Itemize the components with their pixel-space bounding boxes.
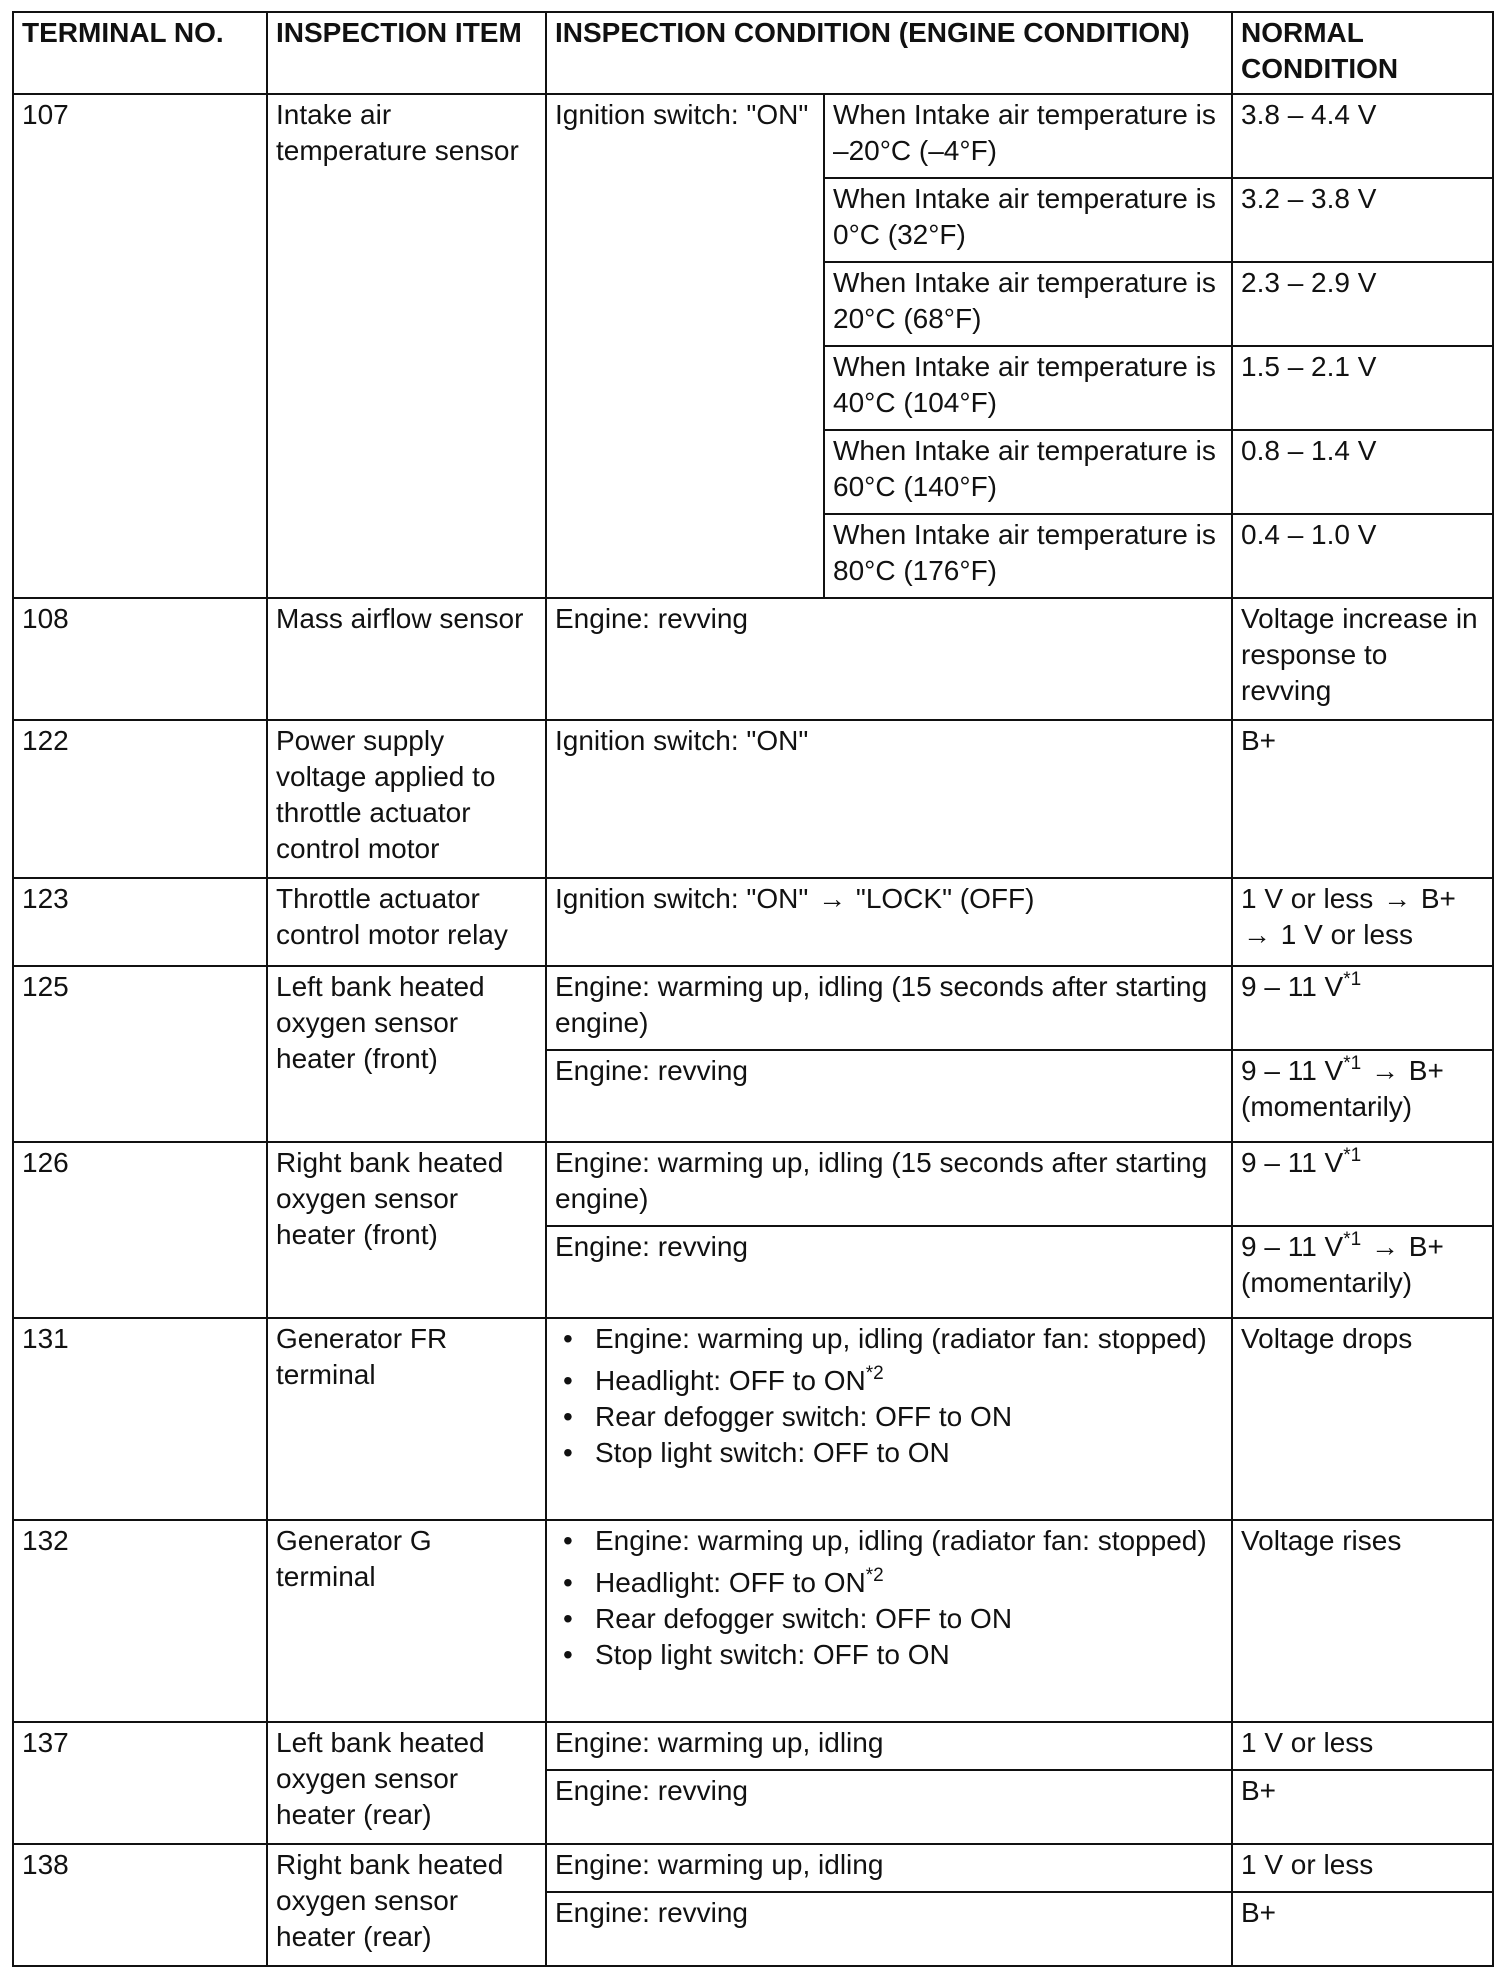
normal-condition-cell: Voltage increase in response to revving <box>1232 598 1493 720</box>
normal-condition-cell: 3.8 – 4.4 V <box>1232 94 1493 178</box>
normal-condition-cell: B+ <box>1232 1892 1493 1966</box>
temperature-condition-cell: When Intake air temperature is 60°C (140°F) <box>824 430 1232 514</box>
terminal-no-cell: 107 <box>13 94 267 598</box>
table-row <box>13 878 1493 966</box>
list-item: • Stop light switch: OFF to ON <box>555 1637 1223 1673</box>
inspection-condition-cell: Engine: revving <box>546 1770 1232 1844</box>
terminal-no-cell: 132 <box>13 1520 267 1722</box>
list-item: • Engine: warming up, idling (radiator fan: stopped) <box>555 1321 1223 1357</box>
normal-text: 9 – 11 V <box>1241 971 1344 1002</box>
list-item: • Stop light switch: OFF to ON <box>555 1435 1223 1471</box>
terminal-no-cell: 123 <box>13 878 267 966</box>
table-row <box>13 1318 1493 1520</box>
normal-condition-cell: 1 V or less <box>1232 1722 1493 1770</box>
inspection-item-cell: Power supply voltage applied to throttle actuator control motor <box>267 720 546 878</box>
normal-text: 1 V or less <box>1280 919 1414 950</box>
footnote-ref: *1 <box>1343 1229 1362 1250</box>
condition-list <box>555 1321 1223 1471</box>
normal-condition-cell: B+ <box>1232 1770 1493 1844</box>
list-item: • Rear defogger switch: OFF to ON <box>555 1601 1223 1637</box>
inspection-condition-cell <box>546 878 1232 966</box>
header-row <box>13 12 1493 94</box>
inspection-item-cell: Right bank heated oxygen sensor heater (front) <box>267 1142 546 1318</box>
normal-condition-cell <box>1232 878 1493 966</box>
table-row <box>13 720 1493 878</box>
terminal-no-cell: 125 <box>13 966 267 1142</box>
normal-text: B+ (momentarily) <box>1241 1231 1444 1298</box>
arrow-right-icon: → <box>818 883 847 914</box>
table-row <box>13 1722 1493 1770</box>
inspection-item-cell: Mass airflow sensor <box>267 598 546 720</box>
list-item: • Headlight: OFF to ON$^{*2}$ <box>555 1363 1223 1399</box>
temperature-condition-cell: When Intake air temperature is –20°C (–4°F) <box>824 94 1232 178</box>
footnote-ref: *2 <box>865 1363 884 1384</box>
normal-condition-cell: 2.3 – 2.9 V <box>1232 262 1493 346</box>
arrow-right-icon: → <box>1383 883 1412 914</box>
temperature-condition-cell: When Intake air temperature is 80°C (176°F) <box>824 514 1232 598</box>
normal-text: 1 V or less <box>1241 883 1374 914</box>
terminal-inspection-table <box>12 11 1494 1967</box>
inspection-item-cell: Generator G terminal <box>267 1520 546 1722</box>
inspection-condition-cell: Engine: warming up, idling <box>546 1722 1232 1770</box>
normal-condition-cell <box>1232 1050 1493 1142</box>
inspection-item-cell: Left bank heated oxygen sensor heater (front) <box>267 966 546 1142</box>
temperature-condition-cell: When Intake air temperature is 20°C (68°F) <box>824 262 1232 346</box>
header-normal-condition: NORMAL CONDITION <box>1232 12 1493 94</box>
normal-condition-cell: Voltage rises <box>1232 1520 1493 1722</box>
footnote-ref: *2 <box>865 1565 884 1586</box>
terminal-no-cell: 122 <box>13 720 267 878</box>
header-terminal-no: TERMINAL NO. <box>13 12 267 94</box>
inspection-condition-cell: Ignition switch: "ON" <box>546 94 824 598</box>
header-inspection-item: INSPECTION ITEM <box>267 12 546 94</box>
table-row <box>13 598 1493 720</box>
inspection-condition-cell: Engine: revving <box>546 1050 1232 1142</box>
temperature-condition-cell: When Intake air temperature is 40°C (104°F) <box>824 346 1232 430</box>
normal-condition-cell <box>1232 1226 1493 1318</box>
normal-text: B+ <box>1420 883 1456 914</box>
temperature-condition-cell: When Intake air temperature is 0°C (32°F) <box>824 178 1232 262</box>
table-row <box>13 966 1493 1050</box>
terminal-no-cell: 137 <box>13 1722 267 1844</box>
terminal-no-cell: 126 <box>13 1142 267 1318</box>
normal-text: B+ (momentarily) <box>1241 1055 1444 1122</box>
terminal-no-cell: 108 <box>13 598 267 720</box>
normal-condition-cell: 0.4 – 1.0 V <box>1232 514 1493 598</box>
footnote-ref: *1 <box>1343 969 1362 990</box>
normal-condition-cell: B+ <box>1232 720 1493 878</box>
footnote-ref: *1 <box>1343 1053 1362 1074</box>
inspection-condition-cell: Ignition switch: "ON" <box>546 720 1232 878</box>
terminal-no-cell: 138 <box>13 1844 267 1966</box>
condition-text: "LOCK" (OFF) <box>855 883 1035 914</box>
normal-condition-cell: 1.5 – 2.1 V <box>1232 346 1493 430</box>
inspection-condition-cell: Engine: revving <box>546 598 1232 720</box>
inspection-condition-cell: Engine: warming up, idling <box>546 1844 1232 1892</box>
header-inspection-condition: INSPECTION CONDITION (ENGINE CONDITION) <box>546 12 1232 94</box>
inspection-item-cell: Throttle actuator control motor relay <box>267 878 546 966</box>
condition-text: Ignition switch: "ON" <box>555 883 809 914</box>
inspection-item-cell: Intake air temperature sensor <box>267 94 546 598</box>
footnote-ref: *1 <box>1343 1145 1362 1166</box>
arrow-right-icon: → <box>1370 1055 1399 1086</box>
inspection-table-sheet <box>12 11 1492 1967</box>
normal-condition-cell: Voltage drops <box>1232 1318 1493 1520</box>
list-item: • Engine: warming up, idling (radiator fan: stopped) <box>555 1523 1223 1559</box>
table-row <box>13 1844 1493 1892</box>
inspection-condition-cell: Engine: warming up, idling (15 seconds after starting engine) <box>546 1142 1232 1226</box>
normal-condition-cell <box>1232 966 1493 1050</box>
list-item: • Rear defogger switch: OFF to ON <box>555 1399 1223 1435</box>
inspection-condition-cell <box>546 1520 1232 1722</box>
normal-condition-cell: 1 V or less <box>1232 1844 1493 1892</box>
table-row <box>13 1142 1493 1226</box>
inspection-item-cell: Left bank heated oxygen sensor heater (rear) <box>267 1722 546 1844</box>
inspection-condition-cell: Engine: revving <box>546 1226 1232 1318</box>
inspection-item-cell: Generator FR terminal <box>267 1318 546 1520</box>
normal-text: 9 – 11 V <box>1241 1147 1344 1178</box>
list-item: • Headlight: OFF to ON$^{*2}$ <box>555 1565 1223 1601</box>
terminal-no-cell: 131 <box>13 1318 267 1520</box>
arrow-right-icon: → <box>1370 1231 1399 1262</box>
inspection-condition-cell: Engine: warming up, idling (15 seconds after starting engine) <box>546 966 1232 1050</box>
table-row <box>13 94 1493 178</box>
inspection-condition-cell: Engine: revving <box>546 1892 1232 1966</box>
inspection-condition-cell <box>546 1318 1232 1520</box>
normal-condition-cell <box>1232 1142 1493 1226</box>
arrow-right-icon: → <box>1243 919 1271 950</box>
condition-list <box>555 1523 1223 1673</box>
normal-condition-cell: 3.2 – 3.8 V <box>1232 178 1493 262</box>
normal-text: 9 – 11 V <box>1241 1231 1344 1262</box>
inspection-item-cell: Right bank heated oxygen sensor heater (rear) <box>267 1844 546 1966</box>
normal-text: 9 – 11 V <box>1241 1055 1344 1086</box>
normal-condition-cell: 0.8 – 1.4 V <box>1232 430 1493 514</box>
table-row <box>13 1520 1493 1722</box>
